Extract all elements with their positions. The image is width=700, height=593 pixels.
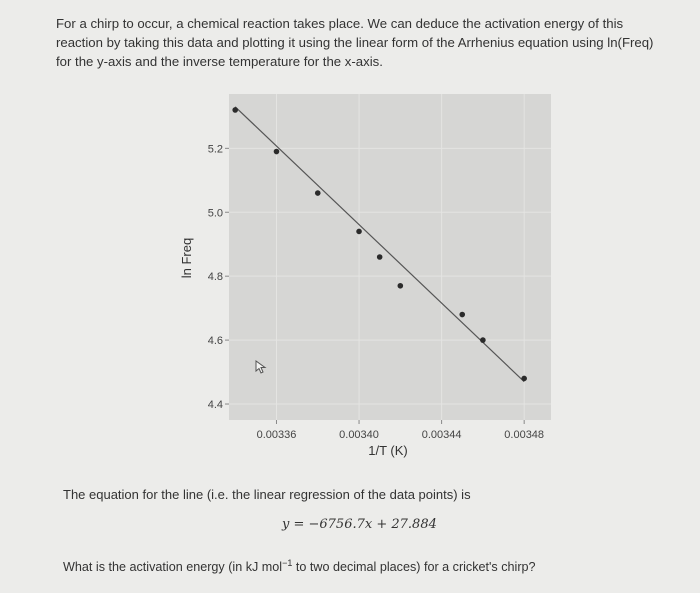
y-tick-label: 4.8	[207, 271, 223, 284]
data-point	[398, 283, 404, 289]
y-tick-label: 4.4	[207, 399, 223, 412]
question-pre: What is the activation energy (in kJ mol	[63, 560, 283, 575]
plot-area	[229, 94, 551, 420]
data-point	[480, 337, 486, 343]
cursor-icon	[255, 360, 267, 379]
question-post: to two decimal places) for a cricket's chirp?	[292, 560, 536, 575]
data-point	[377, 254, 383, 260]
data-point	[459, 312, 465, 318]
data-point	[274, 149, 280, 155]
x-tick-label: 0.00344	[421, 429, 462, 441]
question-sup: −1	[282, 558, 293, 568]
data-point	[356, 229, 362, 235]
y-tick-label: 5.0	[207, 207, 223, 220]
intro-paragraph: For a chirp to occur, a chemical reaction takes place. We can deduce the activation energy of this reaction by taking this data and plotting it using the linear form of the Arrhenius equation using ln(Freq) for the y-axis and the inverse temperature for the x-axis.	[56, 16, 654, 69]
data-point	[521, 376, 527, 382]
y-tick-label: 4.6	[207, 335, 223, 348]
x-tick-label: 0.00348	[504, 429, 545, 441]
y-tick-label: 5.2	[207, 143, 223, 156]
x-tick-label: 0.00336	[256, 429, 297, 441]
y-axis-label: ln Freq	[179, 237, 194, 279]
question-text	[63, 558, 536, 574]
regression-equation: y = −6756.7x + 27.884	[282, 517, 437, 532]
equation-label: The equation for the line (i.e. the linear regression of the data points) is	[63, 487, 471, 502]
data-point	[232, 107, 238, 113]
x-tick-label: 0.00340	[339, 429, 379, 441]
x-axis-label: 1/T (K)	[368, 443, 408, 458]
data-point	[315, 190, 321, 196]
